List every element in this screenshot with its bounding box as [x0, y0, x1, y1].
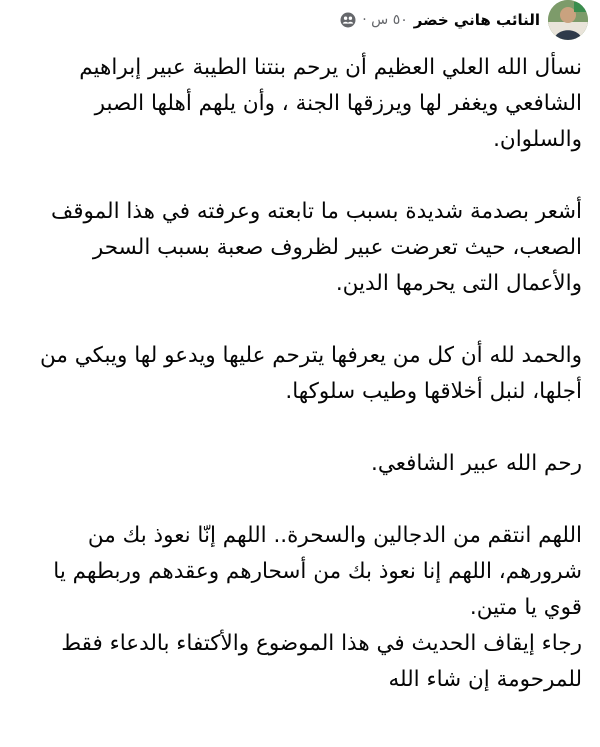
- avatar-photo-icon: [548, 0, 588, 40]
- post-paragraph-mercy: رحم الله عبير الشافعي.: [371, 451, 582, 476]
- post-paragraph-condolence: نسأل الله العلي العظيم أن يرحم بنتنا الطيبة عبير إبراهيم الشافعي ويغفر لها ويرزقها الجنة ، وأن يلهم أهلها الصبر والسلوان.: [79, 55, 582, 152]
- post-header: [340, 0, 588, 40]
- post-meta: [340, 11, 540, 29]
- timestamp-text[interactable]: ٥٠ س: [371, 12, 408, 28]
- post-paragraph-shock: أشعر بصدمة شديدة بسبب ما تابعته وعرفته في هذا الموقف الصعب، حيث تعرضت عبير لظروف صعبة بسبب السحر والأعمال التى يحرمها الدين.: [50, 199, 582, 296]
- post-timestamp[interactable]: [362, 12, 408, 28]
- post-paragraph-prayer: اللهم انتقم من الدجالين والسحرة.. اللهم إنّا نعوذ بك من شرورهم، اللهم إنا نعوذ بك من أسحارهم وعقدهم وربطهم يا قوي يا متين.: [53, 523, 582, 620]
- post-paragraph-request: رجاء إيقاف الحديث في هذا الموضوع والأكتفاء بالدعاء فقط للمرحومة إن شاء الله: [61, 631, 582, 692]
- post-paragraph-gratitude: والحمد لله أن كل من يعرفها يترحم عليها ويدعو لها ويبكي من أجلها، لنبل أخلاقها وطيب سلوكها.: [40, 343, 582, 404]
- friends-icon[interactable]: [340, 12, 356, 28]
- post-body: [17, 50, 582, 698]
- meta-separator: ·: [362, 12, 367, 28]
- author-name[interactable]: النائب هاني خضر: [413, 11, 540, 29]
- author-avatar[interactable]: [548, 0, 588, 40]
